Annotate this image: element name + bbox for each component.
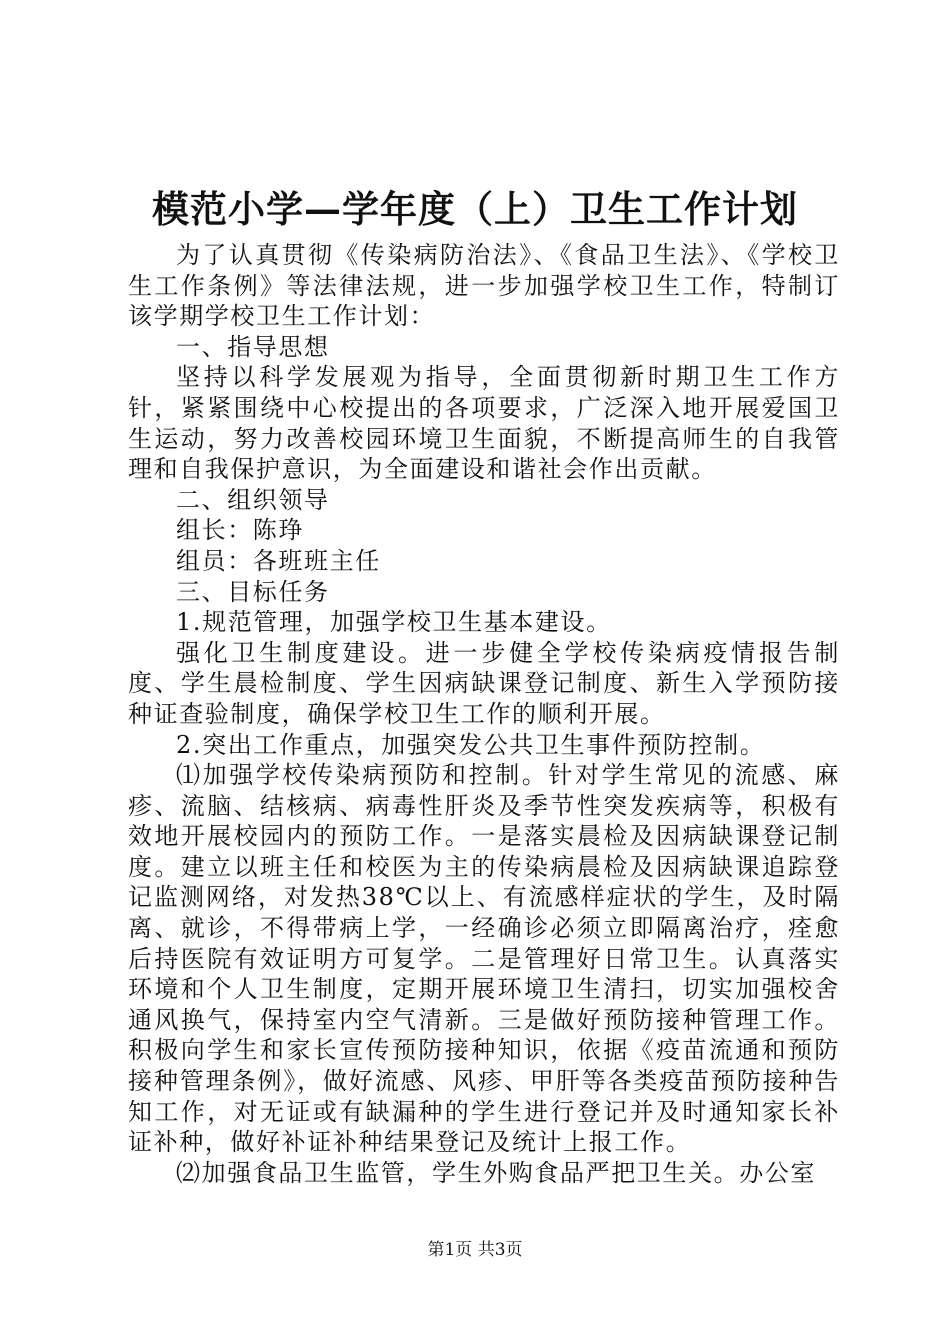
intro-paragraph: 为了认真贯彻《传染病防治法》、《食品卫生法》、《学校卫生工作条例》等法律法规，进一步加强学校卫生工作，特制订该学期学校卫生工作计划： <box>128 241 840 331</box>
goal-2-heading: 2.突出工作重点，加强突发公共卫生事件预防控制。 <box>176 730 766 759</box>
goal-2-item-2-paragraph: ⑵加强食品卫生监管，学生外购食品严把卫生关。办公室 <box>176 1158 816 1187</box>
document-body <box>128 240 840 1188</box>
goal-1-heading: 1.规范管理，加强学校卫生基本建设。 <box>176 608 612 637</box>
guiding-ideology-paragraph: 坚持以科学发展观为指导，全面贯彻新时期卫生工作方针，紧紧围绕中心校提出的各项要求，广泛深入地开展爱国卫生运动，努力改善校园环境卫生面貌，不断提高师生的自我管理和自我保护意识，为全面建设和谐社会作出贡献。 <box>128 363 840 484</box>
document-title: 模范小学—学年度（上）卫生工作计划 <box>152 187 798 231</box>
team-leader-line: 组长：陈琤 <box>176 516 304 545</box>
page-footer: 第1页 共3页 <box>427 1240 523 1260</box>
section-heading-organization: 二、组织领导 <box>176 485 330 514</box>
section-heading-guiding-ideology: 一、指导思想 <box>176 332 330 361</box>
goal-1-paragraph: 强化卫生制度建设。进一步健全学校传染病疫情报告制度、学生晨检制度、学生因病缺课登记制度、新生入学预防接种证查验制度，确保学校卫生工作的顺利开展。 <box>128 638 840 728</box>
goal-2-item-1-paragraph: ⑴加强学校传染病预防和控制。针对学生常见的流感、麻疹、流脑、结核病、病毒性肝炎及季节性突发疾病等，积极有效地开展校园内的预防工作。一是落实晨检及因病缺课登记制度。建立以班主任和校医为主的传染病晨检及因病缺课追踪登记监测网络，对发热38℃以上、有流感样症状的学生，及时隔离、就诊，不得带病上学，一经确诊必须立即隔离治疗，痊愈后持医院有效证明方可复学。二是管理好日常卫生。认真落实环境和个人卫生制度，定期开展环境卫生清扫，切实加强校舍通风换气，保持室内空气清新。三是做好预防接种管理工作。积极向学生和家长宣传预防接种知识，依据《疫苗流通和预防接种管理条例》，做好流感、风疹、甲肝等各类疫苗预防接种告知工作，对无证或有缺漏种的学生进行登记并及时通知家长补证补种，做好补证补种结果登记及统计上报工作。 <box>128 761 840 1157</box>
section-heading-goals: 三、目标任务 <box>176 577 330 606</box>
team-members-line: 组员：各班班主任 <box>176 546 381 575</box>
